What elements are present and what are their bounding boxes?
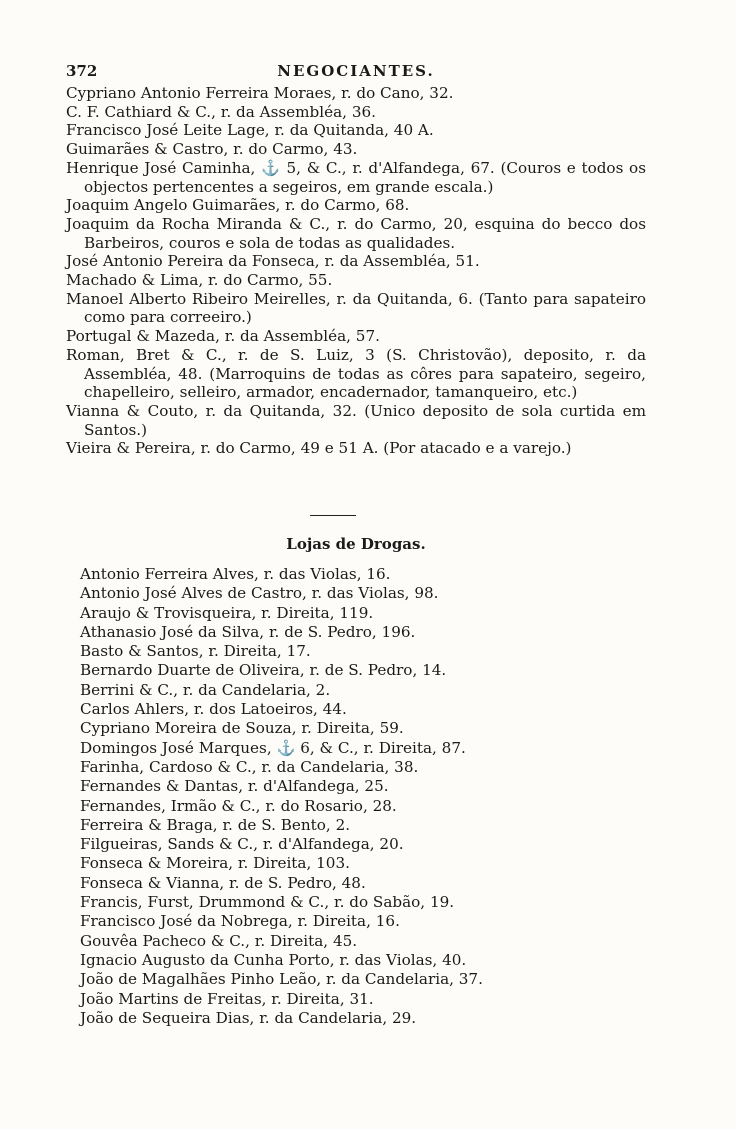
list-item: Vieira & Pereira, r. do Carmo, 49 e 51 A. (Por atacado e a varejo.) [66,439,572,458]
list-item: Basto & Santos, r. Direita, 17. [80,642,311,661]
list-item: Berrini & C., r. da Candelaria, 2. [80,680,331,699]
list-item: C. F. Cathiard & C., r. da Assembléa, 36. [66,102,376,121]
list-item: Fernandes, Irmão & C., r. do Rosario, 28. [80,796,397,815]
list-item: Francisco José da Nobrega, r. Direita, 16. [80,912,400,931]
list-item: Cypriano Antonio Ferreira Moraes, r. do Cano, 32. [66,84,454,102]
list-item: Antonio José Alves de Castro, r. das Violas, 98. [80,584,439,603]
list-item: Farinha, Cardoso & C., r. da Candelaria, 38. [80,757,419,776]
list-item: Machado & Lima, r. do Carmo, 55. [66,271,333,290]
list-item: Araujo & Trovisqueira, r. Direita, 119. [80,603,374,622]
list-item: Gouvêa Pacheco & C., r. Direita, 45. [80,931,358,950]
list-item: Cypriano Moreira de Souza, r. Direita, 59. [80,719,404,738]
page-header [66,62,646,82]
list-item: João de Magalhães Pinho Leão, r. da Candelaria, 37. [80,970,483,989]
list-item: Fonseca & Vianna, r. de S. Pedro, 48. [80,873,366,892]
drogas-list [80,565,640,1028]
list-item: Vianna & Couto, r. da Quitanda, 32. (Unico deposito de sola curtida em Santos.) [66,401,646,439]
list-item: Henrique José Caminha, ⚓ 5, & C., r. d'Alfandega, 67. (Couros e todos os objectos pertencentes a segeiros, em grande escala.) [66,158,646,196]
negociantes-list [66,84,646,458]
list-item: Francis, Furst, Drummond & C., r. do Sabão, 19. [80,893,455,912]
list-item: Ferreira & Braga, r. de S. Bento, 2. [80,815,351,834]
list-item: Ignacio Augusto da Cunha Porto, r. das Violas, 40. [80,950,467,969]
list-item: Carlos Ahlers, r. dos Latoeiros, 44. [80,700,347,719]
list-item: Filgueiras, Sands & C., r. d'Alfandega, 20. [80,835,404,854]
page-number: 372 [66,62,98,80]
running-title: NEGOCIANTES. [277,62,435,80]
list-item: Francisco José Leite Lage, r. da Quitanda, 40 A. [66,121,434,140]
list-item: Fonseca & Moreira, r. Direita, 103. [80,854,350,873]
list-item: Domingos José Marques, ⚓ 6, & C., r. Direita, 87. [80,738,466,757]
list-item: Bernardo Duarte de Oliveira, r. de S. Pedro, 14. [80,661,447,680]
list-item: Joaquim Angelo Guimarães, r. do Carmo, 68. [66,196,410,215]
list-item: José Antonio Pereira da Fonseca, r. da Assembléa, 51. [66,252,480,271]
list-item: Roman, Bret & C., r. de S. Luiz, 3 (S. Christovão), deposito, r. da Assembléa, 48. (Marroquins de todas as côres para sapateiro, segeiro, chapelleiro, selleiro, armador, encadernador, tamanqueiro, etc.) [66,345,646,402]
section-divider [310,515,356,516]
list-item: Guimarães & Castro, r. do Carmo, 43. [66,140,358,159]
list-item: Portugal & Mazeda, r. da Assembléa, 57. [66,327,380,346]
list-item: Fernandes & Dantas, r. d'Alfandega, 25. [80,777,389,796]
list-item: Athanasio José da Silva, r. de S. Pedro, 196. [80,622,416,641]
list-item: Antonio Ferreira Alves, r. das Violas, 16. [80,565,391,583]
list-item: João Martins de Freitas, r. Direita, 31. [80,989,374,1008]
list-item: Manoel Alberto Ribeiro Meirelles, r. da Quitanda, 6. (Tanto para sapateiro como para correeiro.) [66,289,646,327]
list-item: João de Sequeira Dias, r. da Candelaria, 29. [80,1008,417,1027]
list-item: Joaquim da Rocha Miranda & C., r. do Carmo, 20, esquina do becco dos Barbeiros, couros e sola de todas as qualidades. [66,214,646,252]
section-title: Lojas de Drogas. [286,535,426,553]
